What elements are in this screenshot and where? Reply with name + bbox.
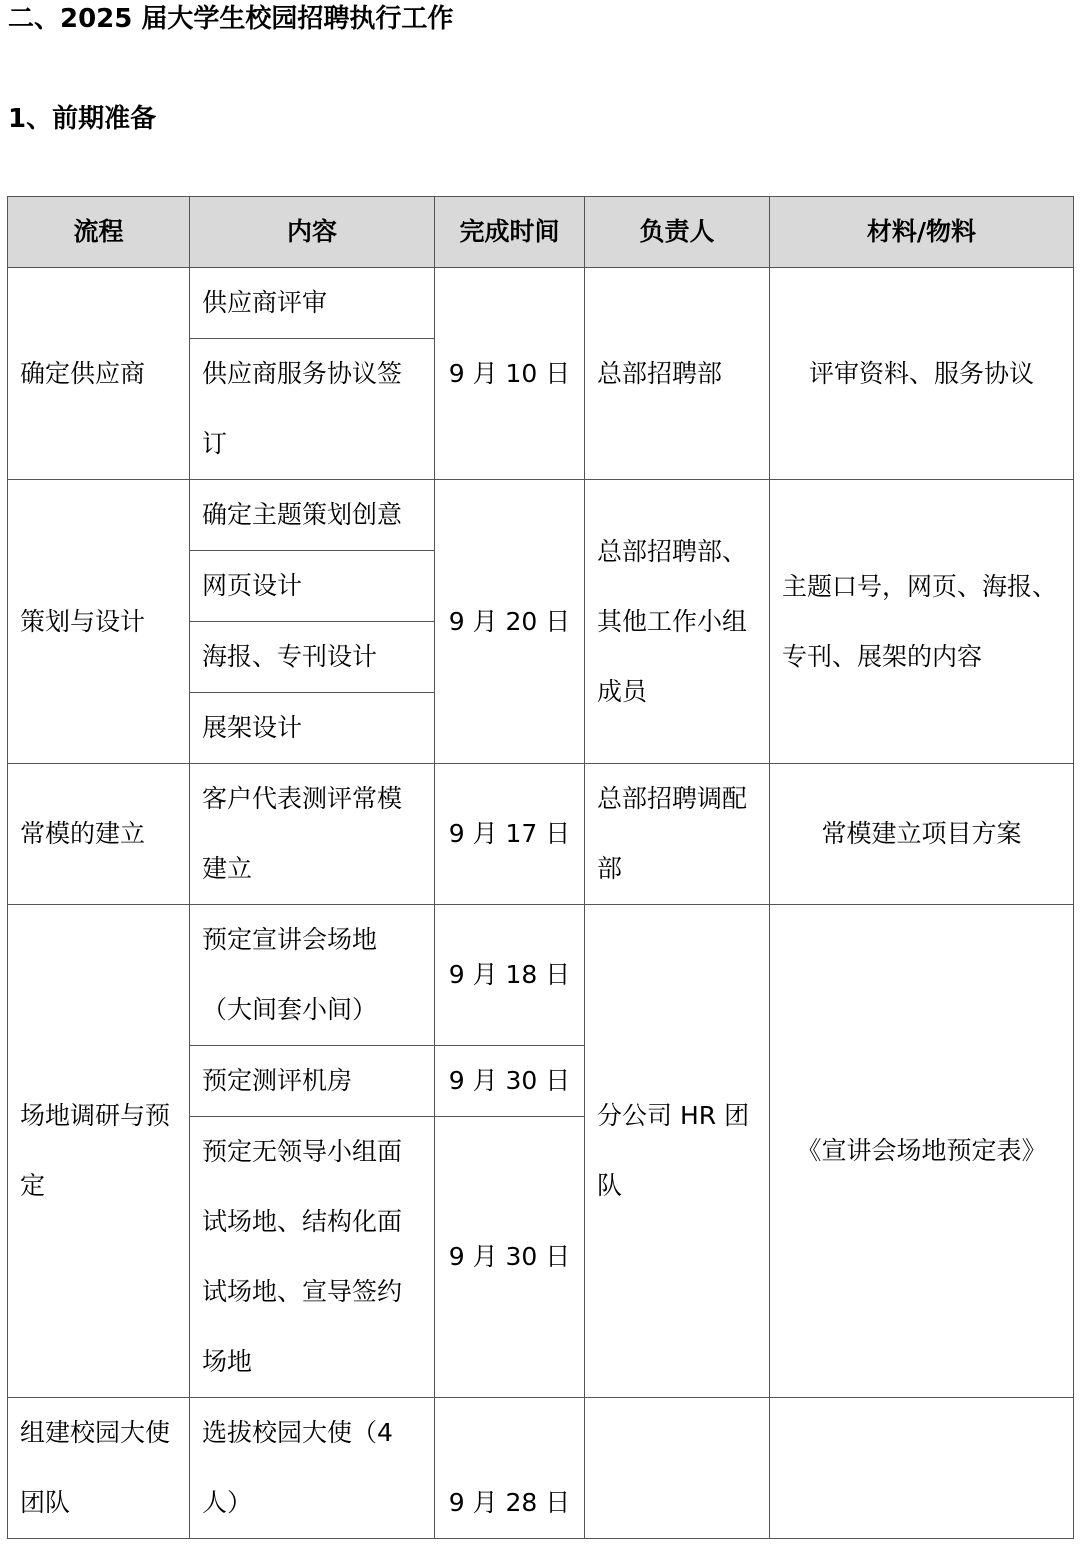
column-header-owner: 负责人	[585, 197, 770, 268]
owner-cell: 分公司 HR 团队	[585, 905, 770, 1398]
time-cell: 9 月 30 日	[435, 1117, 585, 1398]
material-cell: 评审资料、服务协议	[770, 268, 1074, 480]
owner-cell: 总部招聘调配部	[585, 764, 770, 905]
content-cell: 选拔校园大使（4 人）	[190, 1398, 435, 1539]
subsection-heading: 1、前期准备	[8, 104, 157, 134]
preparation-table	[7, 196, 1074, 1539]
owner-cell	[585, 1398, 770, 1539]
content-cell: 预定无领导小组面试场地、结构化面试场地、宣导签约场地	[190, 1117, 435, 1398]
section-heading: 二、2025 届大学生校园招聘执行工作	[8, 4, 454, 34]
content-cell: 海报、专刊设计	[190, 622, 435, 693]
time-cell: 9 月 10 日	[435, 268, 585, 480]
table-row	[8, 1398, 1074, 1539]
column-header-time: 完成时间	[435, 197, 585, 268]
table-row	[8, 905, 1074, 1046]
content-cell: 供应商服务协议签订	[190, 339, 435, 480]
time-cell: 9 月 30 日	[435, 1046, 585, 1117]
content-cell: 供应商评审	[190, 268, 435, 339]
content-cell: 网页设计	[190, 551, 435, 622]
material-cell: 常模建立项目方案	[770, 764, 1074, 905]
content-cell: 预定宣讲会场地（大间套小间）	[190, 905, 435, 1046]
column-header-material: 材料/物料	[770, 197, 1074, 268]
table-row	[8, 480, 1074, 551]
table-row	[8, 268, 1074, 339]
time-cell: 9 月 28 日	[435, 1398, 585, 1539]
process-cell: 场地调研与预定	[8, 905, 190, 1398]
material-cell: 主题口号，网页、海报、专刊、展架的内容	[770, 480, 1074, 764]
material-cell: 《宣讲会场地预定表》	[770, 905, 1074, 1398]
process-cell: 策划与设计	[8, 480, 190, 764]
column-header-process: 流程	[8, 197, 190, 268]
time-cell: 9 月 17 日	[435, 764, 585, 905]
owner-cell: 总部招聘部	[585, 268, 770, 480]
material-cell	[770, 1398, 1074, 1539]
time-cell: 9 月 18 日	[435, 905, 585, 1046]
content-cell: 预定测评机房	[190, 1046, 435, 1117]
time-cell: 9 月 20 日	[435, 480, 585, 764]
content-cell: 确定主题策划创意	[190, 480, 435, 551]
owner-cell: 总部招聘部、其他工作小组成员	[585, 480, 770, 764]
process-cell: 常模的建立	[8, 764, 190, 905]
content-cell: 展架设计	[190, 693, 435, 764]
process-cell: 确定供应商	[8, 268, 190, 480]
table-row	[8, 764, 1074, 905]
process-cell: 组建校园大使团队	[8, 1398, 190, 1539]
content-cell: 客户代表测评常模建立	[190, 764, 435, 905]
table-header-row	[8, 197, 1074, 268]
column-header-content: 内容	[190, 197, 435, 268]
